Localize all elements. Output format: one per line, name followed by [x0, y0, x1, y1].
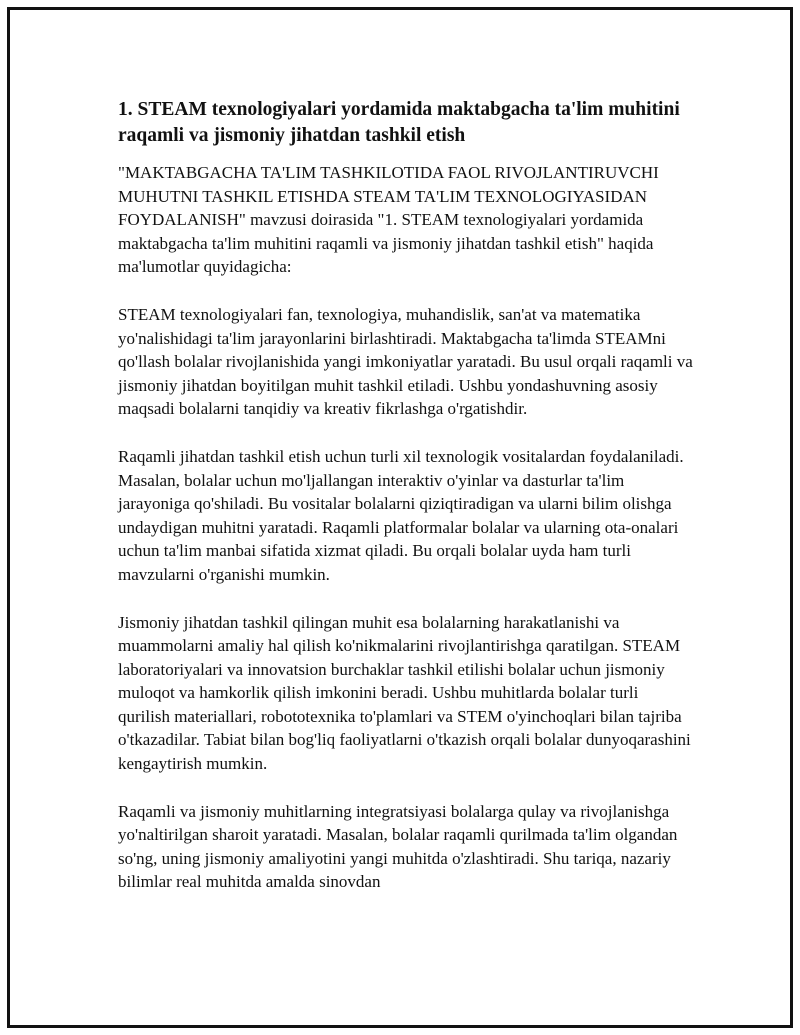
- document-content: [118, 97, 693, 918]
- steam-overview-paragraph: STEAM texnologiyalari fan, texnologiya, muhandislik, san'at va matematika yo'nalishidagi ta'lim jarayonlarini birlashtiradi. Maktabgacha ta'limda STEAMni qo'llash bolalar rivojlanishida yangi imkoniyatlar yaratadi. Bu usul orqali raqamli va jismoniy jihatdan boyitilgan muhit tashkil etiladi. Ushbu yondashuvning asosiy maqsadi bolalarni tanqidiy va kreativ fikrlashga o'rgatishdir.: [118, 304, 693, 419]
- physical-environment-paragraph: Jismoniy jihatdan tashkil qilingan muhit esa bolalarning harakatlanishi va muammolarni amaliy hal qilish ko'nikmalarini rivojlantirishga qaratilgan. STEAM laboratoriyalari va innovatsion burchaklar tashkil etilishi bolalar uchun jismoniy muloqot va hamkorlik qilish imkonini beradi. Ushbu muhitlarda bolalar turli qurilish materiallari, robototexnika to'plamlari va STEM o'yinchoqlari bilan tajriba o'tkazadilar. Tabiat bilan bog'liq faoliyatlarni o'tkazish orqali bolalar dunyoqarashini kengaytirish mumkin.: [118, 612, 691, 774]
- digital-environment-paragraph: Raqamli jihatdan tashkil etish uchun turli xil texnologik vositalardan foydalaniladi. Masalan, bolalar uchun mo'ljallangan interaktiv o'yinlar va dasturlar ta'lim jarayoniga qo'shiladi. Bu vositalar bolalarni qiziqtiradigan va ularni bilim olishga undaydigan muhitni yaratadi. Raqamli platformalar bolalar va ularning ota-onalari uchun ta'lim manbai sifatida xizmat qiladi. Bu orqali bolalar uyda ham turli mavzularni o'rganishi mumkin.: [118, 446, 684, 584]
- document-title: 1. STEAM texnologiyalari yordamida maktabgacha ta'lim muhitini raqamli va jismoniy jihatdan tashkil etish: [118, 99, 680, 146]
- document-page: [7, 7, 793, 1028]
- intro-paragraph: "MAKTABGACHA TA'LIM TASHKILOTIDA FAOL RIVOJLANTIRUVCHI MUHUTNI TASHKIL ETISHDA STEAM TA'LIM TEXNOLOGIYASIDAN FOYDALANISH" mavzusi doirasida "1. STEAM texnologiyalari yordamida maktabgacha ta'lim muhitini raqamli va jismoniy jihatdan tashkil etish" haqida ma'lumotlar quyidagicha:: [118, 163, 659, 277]
- integration-paragraph: Raqamli va jismoniy muhitlarning integratsiyasi bolalarga qulay va rivojlanishga yo'naltirilgan sharoit yaratadi. Masalan, bolalar raqamli qurilmada ta'lim olgandan so'ng, uning jismoniy amaliyotini yangi muhitda o'zlashtiradi. Shu tariqa, nazariy bilimlar real muhitda amalda sinovdan: [118, 801, 678, 892]
